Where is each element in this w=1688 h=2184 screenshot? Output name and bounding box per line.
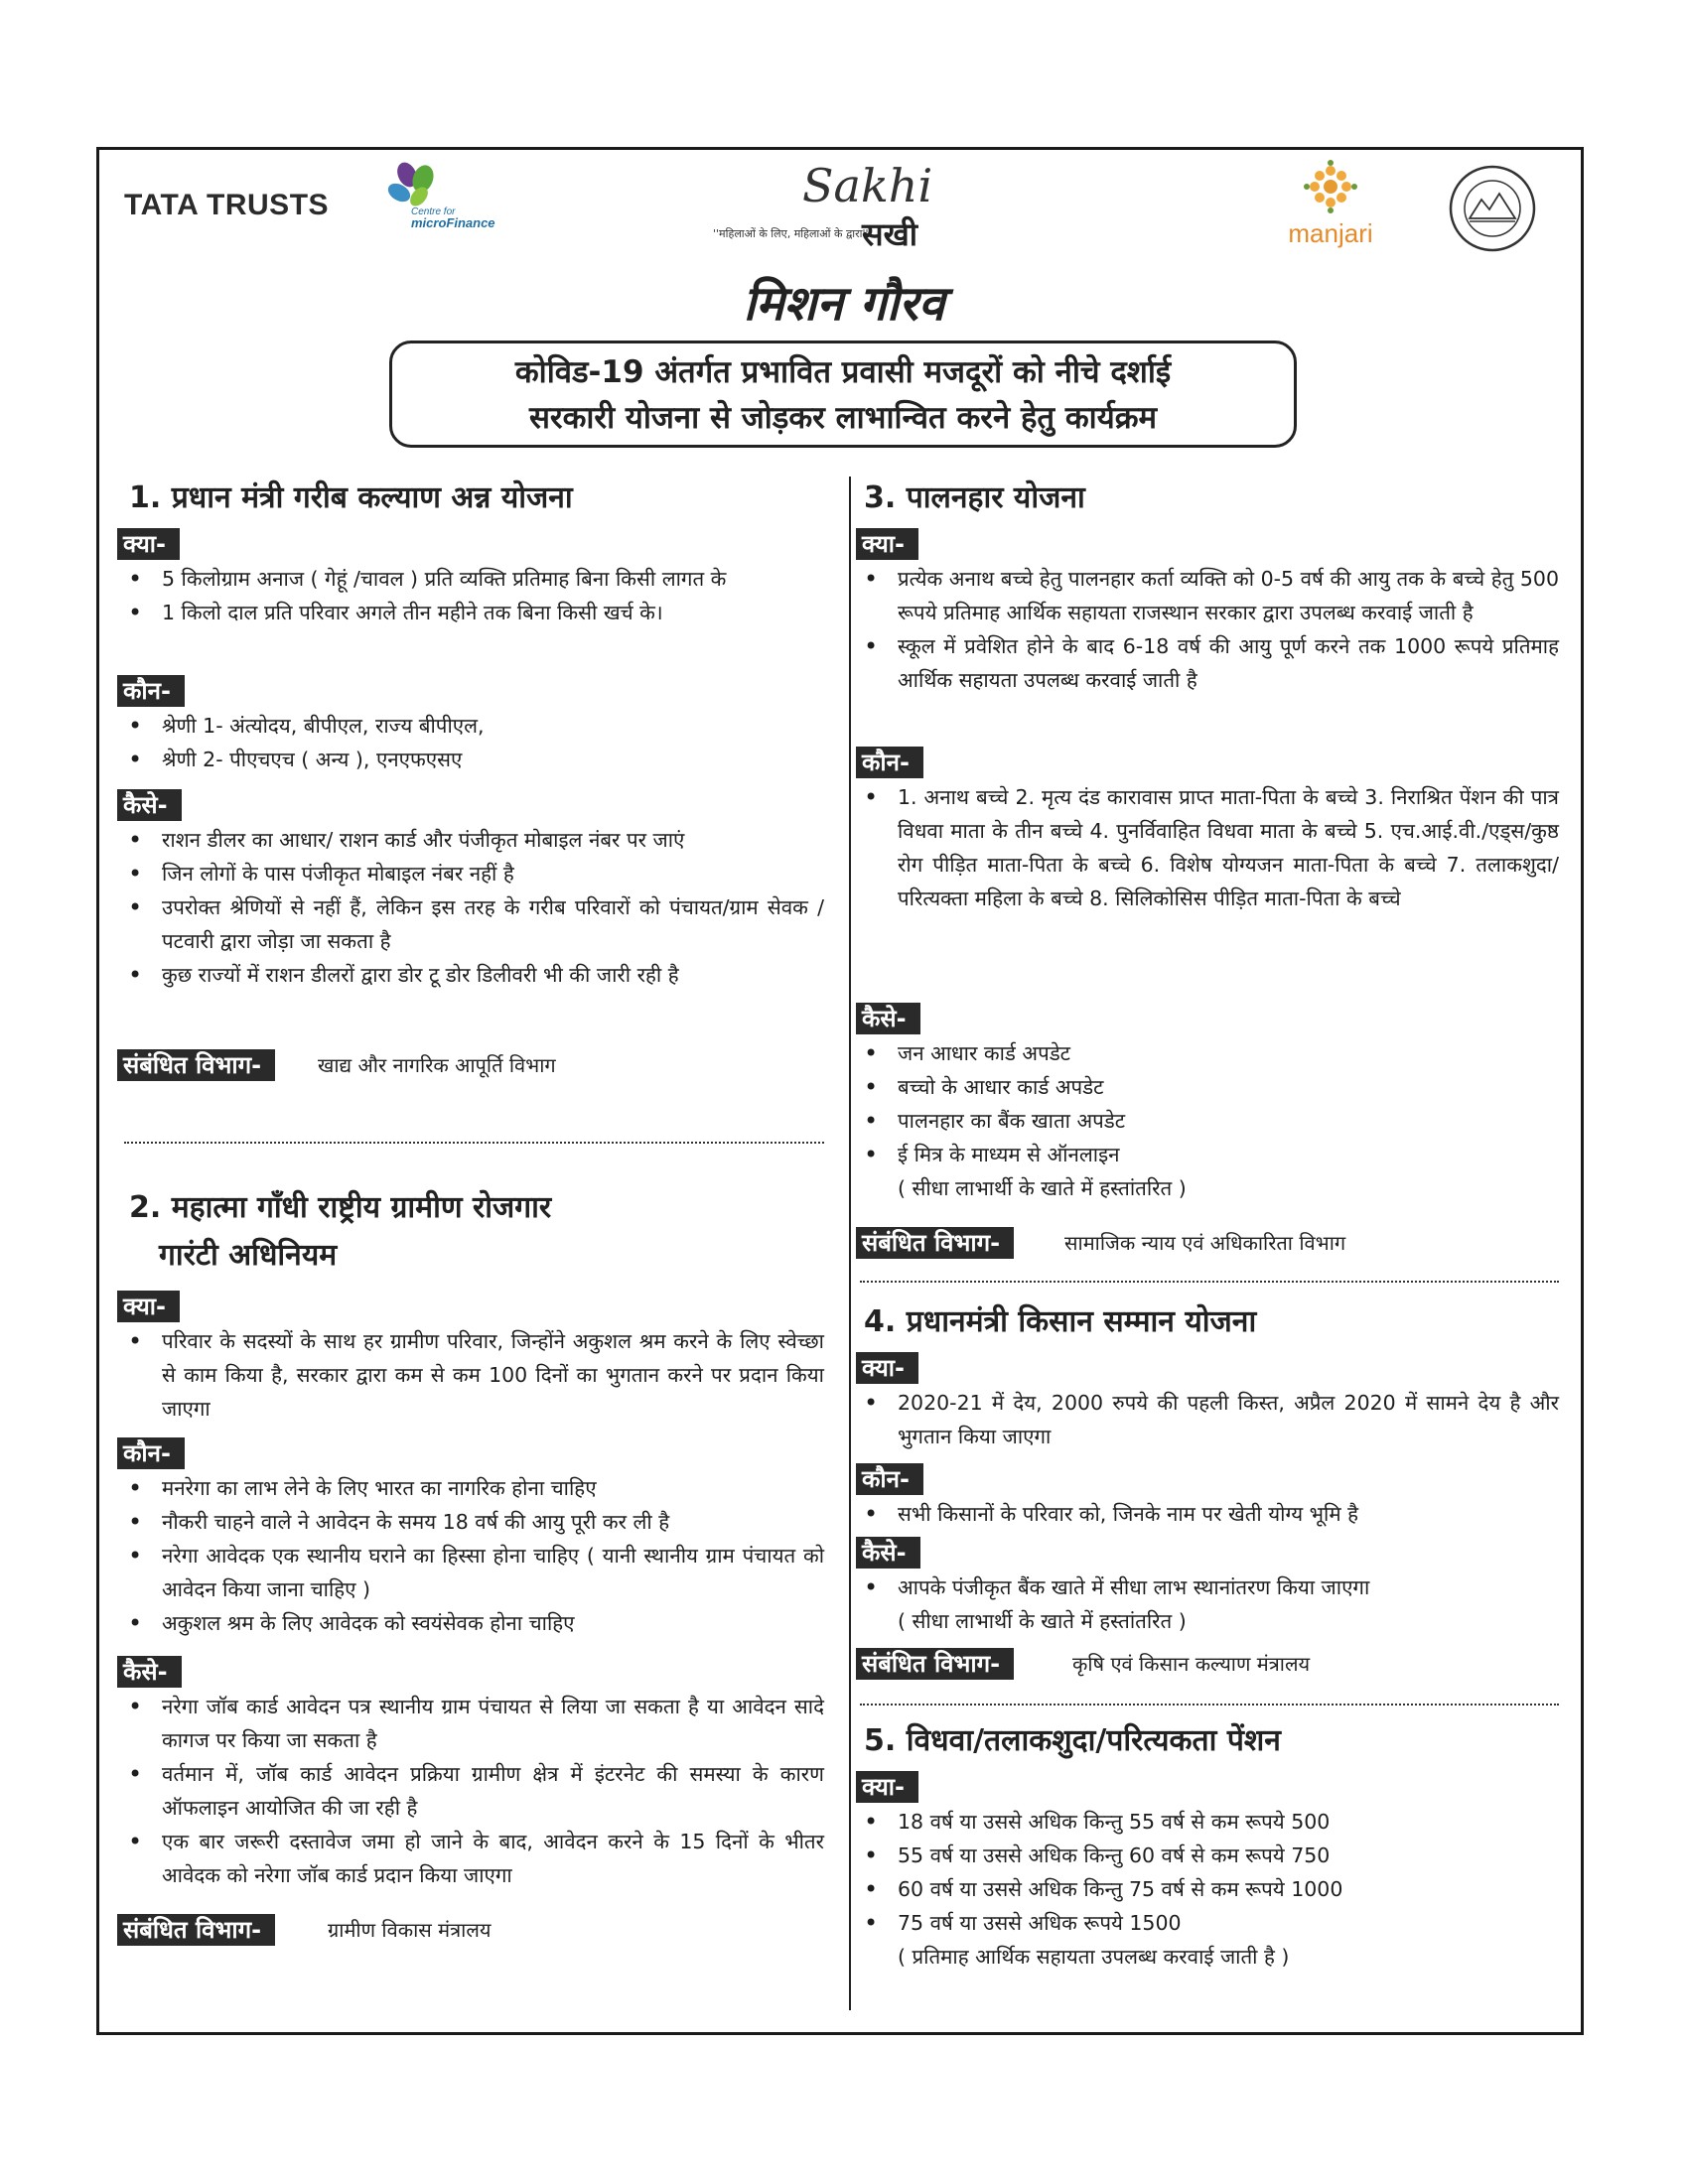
label-kya: क्या-	[856, 528, 918, 560]
label-kaise: कैसे-	[856, 1003, 920, 1034]
sakhi-tagline: ''महिलाओं के लिए, महिलाओं के द्वारा''	[713, 227, 869, 240]
s1-kya-list	[124, 562, 824, 629]
emblem-seal-icon	[1448, 164, 1537, 253]
label-kaun: कौन-	[856, 747, 923, 778]
list-item: • 60 वर्ष या उससे अधिक किन्तु 75 वर्ष से कम रूपये 1000	[860, 1872, 1559, 1906]
label-vibhag: संबंधित विभाग-	[117, 1914, 275, 1946]
s5-kya-list	[860, 1805, 1559, 1974]
list-item: • जिन लोगों के पास पंजीकृत मोबाइल नंबर नहीं है	[124, 857, 824, 890]
s2-kaun-list	[124, 1471, 824, 1640]
s2-department: ग्रामीण विकास मंत्रालय	[328, 1918, 492, 1942]
section-separator	[124, 1142, 824, 1144]
label-kya: क्या-	[117, 1291, 180, 1322]
list-item: • ई मित्र के माध्यम से ऑनलाइन	[860, 1138, 1559, 1171]
list-note: ( प्रतिमाह आर्थिक सहायता उपलब्ध करवाई जाती है )	[898, 1945, 1290, 1969]
list-item: • सभी किसानों के परिवार को, जिनके नाम पर खेती योग्य भूमि है	[860, 1497, 1559, 1531]
tata-trusts-logo: TATA TRUSTS	[124, 189, 330, 221]
list-item: • 55 वर्ष या उससे अधिक किन्तु 60 वर्ष से कम रूपये 750	[860, 1839, 1559, 1872]
cmf-text: Centre for microFinance	[411, 206, 495, 230]
list-item: • राशन डीलर का आधार/ राशन कार्ड और पंजीकृत मोबाइल नंबर पर जाएं	[124, 823, 824, 857]
s2-kya-list	[124, 1324, 824, 1426]
list-item: • 5 किलोग्राम अनाज ( गेहूं /चावल ) प्रति व्यक्ति प्रतिमाह बिना किसी लागत के	[124, 562, 824, 596]
s3-kaun-list	[860, 780, 1559, 915]
list-item: • एक बार जरूरी दस्तावेज जमा हो जाने के बाद, आवेदन करने के 15 दिनों के भीतर आवेदक को नरेगा जॉब कार्ड प्रदान किया जाएगा	[124, 1825, 824, 1892]
page-title: मिशन गौरव	[743, 276, 945, 332]
s3-kya-list	[860, 562, 1559, 697]
list-item: • नौकरी चाहने वाले ने आवेदन के समय 18 वर्ष की आयु पूरी कर ली है	[124, 1505, 824, 1539]
s1-kaun-list	[124, 709, 824, 776]
s1-kaise-list	[124, 823, 824, 992]
section-title-4: 4. प्रधानमंत्री किसान सम्मान योजना	[864, 1304, 1257, 1339]
section-title-2: 2. महात्मा गाँधी राष्ट्रीय ग्रामीण रोजगार	[129, 1190, 552, 1225]
section-title-3: 3. पालनहार योजना	[864, 480, 1085, 515]
s3-kaise-list	[860, 1036, 1559, 1205]
list-item: • 18 वर्ष या उससे अधिक किन्तु 55 वर्ष से कम रूपये 500	[860, 1805, 1559, 1839]
list-item: • उपरोक्त श्रेणियों से नहीं हैं, लेकिन इस तरह के गरीब परिवारों को पंचायत/ग्राम सेवक /पटवारी द्वारा जोड़ा जा सकता है	[124, 890, 824, 958]
label-kaun: कौन-	[117, 675, 185, 707]
list-item: • 2020-21 में देय, 2000 रुपये की पहली किस्त, अप्रैल 2020 में सामने देय है और भुगतान किया जाएगा	[860, 1386, 1559, 1453]
section-title-1: 1. प्रधान मंत्री गरीब कल्याण अन्न योजना	[129, 480, 573, 515]
leaf-icon	[385, 161, 445, 210]
label-kaise: कैसे-	[856, 1537, 920, 1569]
subtitle-line: कोविड-19 अंतर्गत प्रभावित प्रवासी मजदूरों को नीचे दर्शाई	[514, 354, 1172, 390]
label-kaise: कैसे-	[117, 1656, 182, 1688]
list-item: • कुछ राज्यों में राशन डीलरों द्वारा डोर टू डोर डिलीवरी भी की जारी रही है	[124, 958, 824, 992]
list-item: • स्कूल में प्रवेशित होने के बाद 6-18 वर्ष की आयु पूर्ण करने तक 1000 रूपये प्रतिमाह आर्थिक सहायता उपलब्ध करवाई जाती है	[860, 629, 1559, 697]
s1-department: खाद्य और नागरिक आपूर्ति विभाग	[318, 1053, 556, 1077]
label-vibhag: संबंधित विभाग-	[117, 1049, 275, 1081]
list-item: • प्रत्येक अनाथ बच्चे हेतु पालनहार कर्ता व्यक्ति को 0-5 वर्ष की आयु तक के बच्चे हेतु 500 रूपये प्रतिमाह आर्थिक सहायता राजस्थान सरकार द्वारा उपलब्ध करवाई जाती है	[860, 562, 1559, 629]
label-kaun: कौन-	[856, 1463, 923, 1495]
list-item: • 75 वर्ष या उससे अधिक रूपये 1500	[860, 1906, 1559, 1940]
label-kya: क्या-	[856, 1352, 918, 1384]
subtitle-line: सरकारी योजना से जोड़कर लाभान्वित करने हेतु कार्यक्रम	[528, 400, 1158, 436]
s3-department: सामाजिक न्याय एवं अधिकारिता विभाग	[1064, 1231, 1346, 1255]
cmf-logo	[375, 161, 495, 240]
label-vibhag: संबंधित विभाग-	[856, 1648, 1014, 1680]
list-item: • नरेगा जॉब कार्ड आवेदन पत्र स्थानीय ग्राम पंचायत से लिया जा सकता है या आवेदन सादे कागज पर किया जा सकता है	[124, 1690, 824, 1757]
label-kya: क्या-	[117, 528, 180, 560]
section-separator	[860, 1281, 1559, 1283]
list-item: • अकुशल श्रम के लिए आवेदक को स्वयंसेवक होना चाहिए	[124, 1606, 824, 1640]
section-title-5: 5. विधवा/तलाकशुदा/परित्यकता पेंशन	[864, 1723, 1281, 1758]
list-item: • 1. अनाथ बच्चे 2. मृत्य दंड कारावास प्राप्त माता-पिता के बच्चे 3. निराश्रित पेंशन की पात्र विधवा माता के तीन बच्चे 4. पुनर्विवाहित विधवा माता के बच्चे 5. एच.आई.वी./एड्स/कुष्ठ रोग पीड़ित माता-पिता के बच्चे 6. विशेष योग्यजन माता-पिता के बच्चे 7. तलाकशुदा/परित्यक्ता महिला के बच्चे 8. सिलिकोसिस पीड़ित माता-पिता के बच्चे	[860, 780, 1559, 915]
list-item: • आपके पंजीकृत बैंक खाते में सीधा लाभ स्थानांतरण किया जाएगा	[860, 1570, 1559, 1604]
label-kaise: कैसे-	[117, 789, 182, 821]
list-item: • नरेगा आवेदक एक स्थानीय घराने का हिस्सा होना चाहिए ( यानी स्थानीय ग्राम पंचायत को आवेदन किया जाना चाहिए )	[124, 1539, 824, 1606]
list-item: • 1 किलो दाल प्रति परिवार अगले तीन महीने तक बिना किसी खर्च के।	[124, 596, 824, 629]
manjari-logo-text: manjari	[1288, 218, 1373, 248]
list-item: • बच्चो के आधार कार्ड अपडेट	[860, 1070, 1559, 1104]
list-item: • श्रेणी 1- अंत्योदय, बीपीएल, राज्य बीपीएल,	[124, 709, 824, 743]
column-divider	[849, 477, 851, 2010]
label-kya: क्या-	[856, 1771, 918, 1803]
list-note: ( सीधा लाभार्थी के खाते में हस्तांतरित )	[898, 1609, 1187, 1633]
list-item: • परिवार के सदस्यों के साथ हर ग्रामीण परिवार, जिन्होंने अकुशल श्रम करने के लिए स्वेच्छा से काम किया है, सरकार द्वारा कम से कम 100 दिनों का भुगतान करने पर प्रदान किया जाएगा	[124, 1324, 824, 1426]
list-item: • श्रेणी 2- पीएचएच ( अन्य ), एनएफएसए	[124, 743, 824, 776]
section-separator	[860, 1704, 1559, 1706]
list-item: • पालनहार का बैंक खाता अपडेट	[860, 1104, 1559, 1138]
list-item: • जन आधार कार्ड अपडेट	[860, 1036, 1559, 1070]
sakhi-logo-english: Sakhi	[802, 159, 933, 212]
sakhi-logo-hindi: सखी	[862, 215, 918, 253]
s4-kaise-list	[860, 1570, 1559, 1638]
list-item: • वर्तमान में, जॉब कार्ड आवेदन प्रक्रिया ग्रामीण क्षेत्र में इंटरनेट की समस्या के कारण ऑफलाइन आयोजित की जा रही है	[124, 1757, 824, 1825]
list-note: ( सीधा लाभार्थी के खाते में हस्तांतरित )	[898, 1176, 1187, 1200]
subtitle-box	[389, 341, 1297, 448]
s4-kaun-list	[860, 1497, 1559, 1531]
s4-kya-list	[860, 1386, 1559, 1453]
list-item: • मनरेगा का लाभ लेने के लिए भारत का नागरिक होना चाहिए	[124, 1471, 824, 1505]
s2-kaise-list	[124, 1690, 824, 1892]
s4-department: कृषि एवं किसान कल्याण मंत्रालय	[1072, 1652, 1311, 1676]
label-kaun: कौन-	[117, 1437, 185, 1469]
label-vibhag: संबंधित विभाग-	[856, 1227, 1014, 1259]
section-title-2-line2: गारंटी अधिनियम	[159, 1238, 338, 1273]
